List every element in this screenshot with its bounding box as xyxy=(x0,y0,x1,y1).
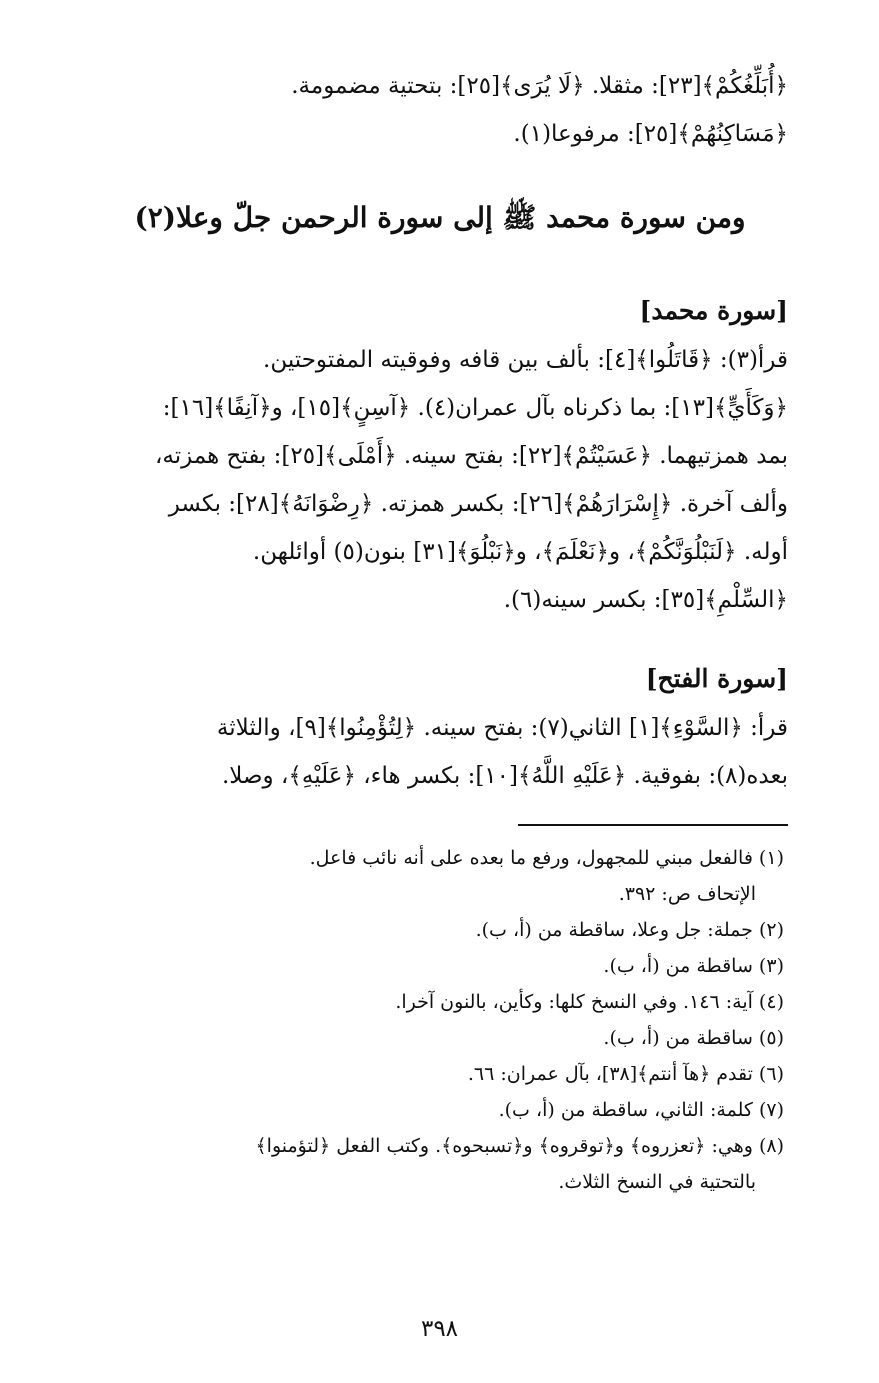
footnote-item: (٤) آية: ١٤٦. وفي النسخ كلها: وكأين، بالنون آخرا. xyxy=(395,991,784,1013)
text-line: ﴿السِّلْمِ﴾[٣٥]: بكسر سينه(٦). xyxy=(503,587,788,613)
text-line: ﴿مَسَاكِنُهُمْ﴾[٢٥]: مرفوعا(١). xyxy=(513,121,788,147)
text-line: وألف آخرة. ﴿إِسْرَارَهُمْ﴾[٢٦]: بكسر همزته. ﴿رِضْوَانَهُ﴾[٢٨]: بكسر xyxy=(168,491,788,517)
footnote-item: بالتحتية في النسخ الثلاث. xyxy=(558,1171,756,1193)
surah-title-fath: [سورة الفتح] xyxy=(645,664,788,693)
footnotes xyxy=(92,840,788,1200)
surah-muhammad-section xyxy=(92,286,788,624)
footnote-item: (٢) جملة: جل وعلا، ساقطة من (أ، ب). xyxy=(475,919,784,941)
text-line: أوله. ﴿لَنَبْلُوَنَّكُمْ﴾، و﴿نَعْلَمَ﴾، و﴿نَبْلُوَ﴾[٣١] بنون(٥) أوائلهن. xyxy=(252,539,788,565)
footnote-item: (١) فالفعل مبني للمجهول، ورفع ما بعده على أنه نائب فاعل. xyxy=(309,847,784,869)
text-line: ﴿أُبَلِّغُكُمْ﴾[٢٣]: مثقلا. ﴿لَا يُرَى﴾[٢٥]: بتحتية مضمومة. xyxy=(291,73,788,99)
text-line: بمد همزتيهما. ﴿عَسَيْتُمْ﴾[٢٢]: بفتح سينه. ﴿أَمْلَى﴾[٢٥]: بفتح همزته، xyxy=(154,443,788,469)
surah-title-muhammad: [سورة محمد] xyxy=(639,296,788,325)
text-line: قرأ(٣): ﴿قَاتَلُوا﴾[٤]: بألف بين قافه وفوقيته المفتوحتين. xyxy=(263,347,788,373)
surah-fath-section xyxy=(92,654,788,800)
footnote-divider xyxy=(518,824,788,826)
section-heading: ومن سورة محمد ﷺ إلى سورة الرحمن جلّ وعلا(٢) xyxy=(134,201,746,234)
page-body xyxy=(92,62,788,1200)
text-line: ﴿وَكَأَيٍّ﴾[١٣]: بما ذكرناه بآل عمران(٤). ﴿آسِنٍ﴾[١٥]، و﴿آنِفًا﴾[١٦]: xyxy=(162,395,788,421)
page-number: ٣٩٨ xyxy=(420,1316,459,1342)
text-line: قرأ: ﴿السَّوْءِ﴾[١] الثاني(٧): بفتح سينه. ﴿لِتُؤْمِنُوا﴾[٩]، والثلاثة xyxy=(216,715,788,741)
continuation-text xyxy=(92,62,788,158)
text-line: بعده(٨): بفوقية. ﴿عَلَيْهِ اللَّهُ﴾[١٠]: بكسر هاء، ﴿عَلَيْهِ﴾، وصلا. xyxy=(221,763,788,789)
footnote-item: (٥) ساقطة من (أ، ب). xyxy=(603,1027,784,1049)
footnote-item: (٣) ساقطة من (أ، ب). xyxy=(603,955,784,977)
footnote-item: (٨) وهي: ﴿تعزروه﴾ و﴿توقروه﴾ و﴿تسبحوه﴾. وكتب الفعل ﴿لتؤمنوا﴾ xyxy=(255,1135,784,1157)
footnote-item: الإتحاف ص: ٣٩٢. xyxy=(618,883,756,905)
footnote-item: (٧) كلمة: الثاني، ساقطة من (أ، ب). xyxy=(498,1099,784,1121)
footnote-item: (٦) تقدم ﴿هآ أنتم﴾[٣٨]، بآل عمران: ٦٦. xyxy=(467,1063,784,1085)
spacer xyxy=(92,624,788,654)
